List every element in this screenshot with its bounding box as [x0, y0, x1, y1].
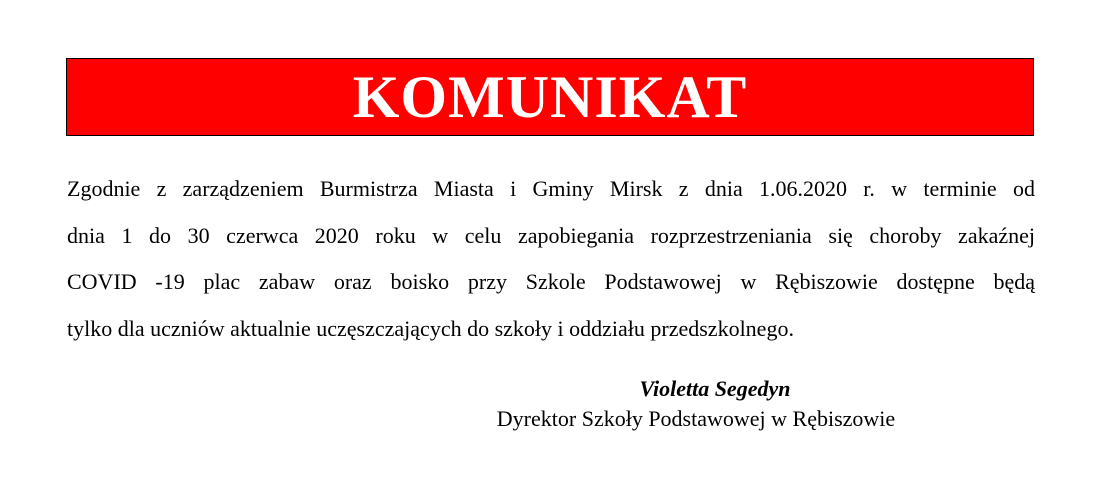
signatory-role: Dyrektor Szkoły Podstawowej w Rębiszowie — [496, 406, 896, 431]
body-line: dnia 1 do 30 czerwca 2020 roku w celu zapobiegania rozprzestrzeniania się choroby zakaźnej — [67, 222, 1035, 248]
signature-block — [400, 374, 960, 434]
announcement-banner — [66, 58, 1034, 136]
signatory-name: Violetta Segedyn — [639, 376, 791, 401]
announcement-body — [67, 166, 1035, 352]
body-line: COVID -19 plac zabaw oraz boisko przy Szkole Podstawowej w Rębiszowie dostępne będą — [67, 269, 1035, 294]
body-line: tylko dla uczniów aktualnie uczęszczających do szkoły i oddziału przedszkolnego. — [67, 315, 794, 341]
announcement-title: KOMUNIKAT — [352, 64, 748, 130]
body-line: Zgodnie z zarządzeniem Burmistrza Miasta i Gminy Mirsk z dnia 1.06.2020 r. w terminie od — [67, 176, 1035, 201]
